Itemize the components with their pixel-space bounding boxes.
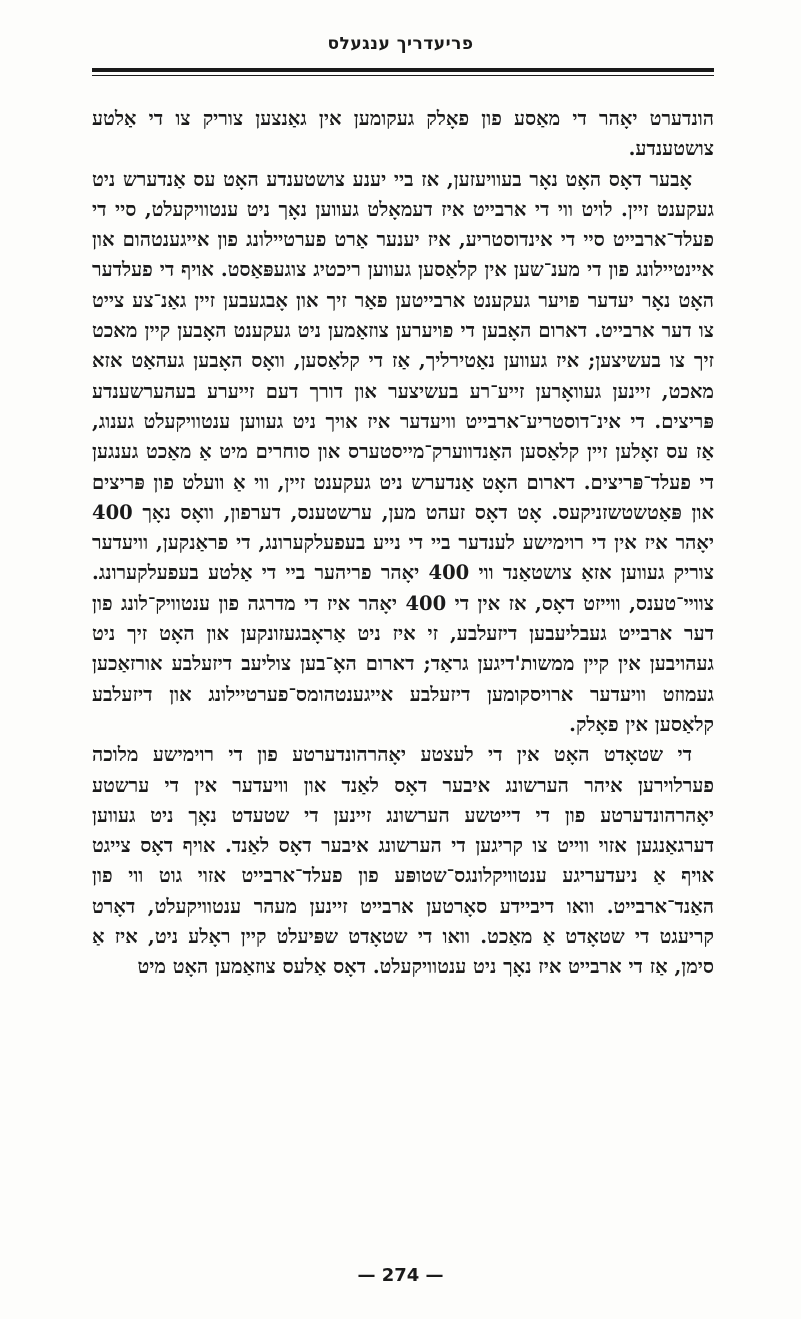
paragraph-1: הונדערט יאָהר די מאַסע פון פאָלק געקומען אין גאַנצען צוריק צו די אַלטע צושטענדע.: [92, 107, 714, 161]
running-head: פריעדריך ענגעלס: [327, 34, 474, 54]
body-text: [92, 104, 714, 983]
header-rule-thin: [92, 75, 714, 76]
page-number: — 274 —: [357, 1265, 444, 1286]
header-rule-thick: [92, 68, 714, 72]
paragraph-2: אָבער דאָס האָט נאָר בעוויעזען, אז ביי יענע צושטענדע האָט עס אַנדערש ניט געקענט זיין. לויט ווי די ארבייט איז דעמאָלט געווען נאָך ניט ענטוויקעלט, סיי די פעלד־ארבייט סיי די אינדוסטריע, איז יענער אַרט פערטיילונג פון אייגענטהום און איינטיילונג פון די מענ־שען אין קלאַסען געווען ריכטיג צוגעפּאַסט. אויף די פעלדער האָט נאָר יעדער פויער געקענט ארבייטען פאַר זיך און אָבגעבען זיין גאַנ־צע צייט צו דער ארבייט. דארום האָבען די פויערען צוזאַמען ניט געקענט האָבען קיין מאכט זיך צו בעשיצען; איז געווען נאַטירליך, אַז די קלאַסען, וואָס האָבען געהאַט אזא מאכט, זיינען געוואָרען זייע־רע בעשיצער און דורך דעם זייערע בעהערשענדע פּריצים. די אינ־דוסטריע־ארבייט וויעדער איז אויך ניט געווען ענטוויקעלט גענוג, אַז עס זאָלען זיין קלאַסען האַנדווערק־מייסטערס און סוחרים מיט אַ מאַכט גענגען די פעלד־פּריצים. דארום האָט אַנדערש ניט געקענט זיין, ווי אַ וועלט פון פּריצים און פּאַטשטשזניקעס. אָט דאָס זעהט מען, ערשטענס, דערפון, וואָס נאָך 400 יאָהר איז אין די רוימישע לענדער ביי די נייע בעפעלקערונג, די פראַנקען, וויעדער צוריק געווען אזאַ צושטאַנד ווי 400 יאָהר פריהער ביי די אַלטע בעפעלקערונג. צוויי־טענס, ווייזט דאָס, אז אין די 400 יאָהר איז די מדרגה פון ענטוויק־לונג פון דער ארבייט געבליעבען דיזעלבע, זי איז ניט אַראָבגעזונקען און האָט זיך ניט געהויבען אין קיין ממשות'דיגען גראַד; דארום האָ־בען צוליעב דיזעלבע אורזאַכען געמוזט וויעדער ארויסקומען דיזעלבע אייגענטהומס־פערטיילונג און דיזעלבע קלאַסען אין פאָלק.: [92, 167, 714, 736]
paragraph-3: די שטאָדט האָט אין די לעצטע יאָהרהונדערטע פון די רוימישע מלוכה פערלוירען איהר הערשונג איבער דאָס לאַנד און וויעדער אין די ערשטע יאָהרהונדערטע פון די דייטשע הערשונג זיינען די שטעדט נאָך ניט געווען דערגאַנגען אזוי ווייט צו קריגען די הערשונג איבער דאָס לאַנד. אויף דאָס צייגט אויף אַ ניעדעריגע ענטוויקלונגס־שטופּע פון פעלד־ארבייט אזוי גוט ווי פון האַנד־ארבייט. וואו דיביידע סאָרטען ארבייט זיינען מעהר ענטוויקעלט, דאָרט קריעגט די שטאָדט אַ מאַכט. וואו די שטאָדט שפּיעלט קיין ראָלע ניט, איז אַ סימן, אַז די ארבייט איז נאָך ניט ענטוויקעלט. דאָס אַלעס צוזאַמען האָט מיט: [92, 743, 714, 979]
